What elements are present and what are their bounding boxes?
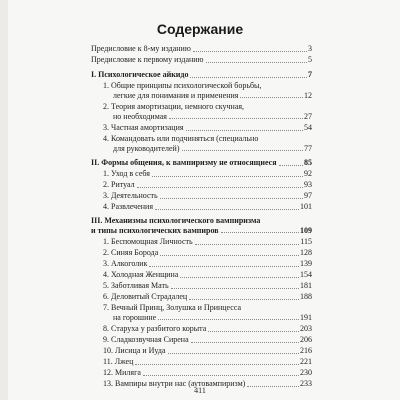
toc-entry (89, 169, 312, 179)
toc-entry-text: 5. Заботливая Мать (103, 281, 169, 290)
toc-page-number: 221 (300, 357, 312, 366)
toc-entry-text: Предисловие к первому изданию (91, 55, 204, 64)
toc-page-number: 27 (304, 111, 312, 121)
toc-entry-text: 4. Развлечения (103, 202, 153, 211)
toc-entry (89, 237, 312, 247)
dot-leader (160, 197, 303, 199)
toc-entry-text: Предисловие к 8-му изданию (91, 44, 191, 53)
toc-entry-text: и типы психологических вампиров (91, 225, 219, 235)
toc-entry-text: 4. Командовать или подчиняться (специально (103, 134, 259, 143)
toc-page-number: 191 (300, 312, 312, 322)
dot-leader (279, 164, 303, 166)
dot-leader (191, 341, 299, 343)
toc-page-number: 128 (300, 248, 312, 257)
toc-entry-text: 1. Общие принципы психологической борьбы, (103, 81, 262, 90)
page-title: Содержание (156, 21, 244, 37)
toc-entry-text: 8. Старуха у разбитого корыта (103, 324, 207, 333)
toc-entry (89, 180, 312, 190)
toc-page-number: 206 (300, 335, 312, 344)
toc-entry-text: 7. Вечный Принц, Золушка и Принцесса (103, 303, 242, 312)
toc-entry (89, 324, 312, 334)
toc-page-number: 92 (304, 169, 312, 178)
dot-leader (193, 50, 307, 52)
toc-entry (89, 292, 312, 302)
dot-leader (169, 117, 303, 119)
dot-leader (171, 287, 299, 289)
toc-page-number: 12 (304, 90, 312, 100)
toc-entry (89, 357, 312, 367)
dot-leader (155, 208, 299, 210)
page-number: 411 (194, 386, 206, 395)
toc-entry-text: III. Механизмы психологического вампиризма (91, 216, 261, 225)
toc-entry-text: II. Формы общения, к вампиризму не относящиеся (91, 158, 277, 167)
dot-leader (149, 265, 299, 267)
toc-entry-text: 2. Теория амортизации, немного скучная, (103, 102, 245, 111)
toc-entry-text: 2. Ритуал (103, 180, 135, 189)
toc-entry (89, 335, 312, 345)
toc-page-number: 85 (304, 158, 312, 167)
dot-leader (190, 76, 307, 78)
toc-page-number: 216 (300, 346, 312, 355)
dot-leader (180, 276, 299, 278)
dot-leader (158, 318, 299, 320)
toc-entry-text: для руководителей) (113, 143, 180, 153)
toc-page-number: 139 (300, 259, 312, 268)
toc-entry (89, 44, 312, 54)
toc-entry (89, 134, 312, 153)
toc-entry-text: 9. Сладкозвучная Сирена (103, 335, 189, 344)
toc-page-number: 203 (300, 324, 312, 333)
toc-page-number: 7 (308, 70, 312, 79)
toc-page-number: 115 (300, 237, 312, 246)
toc-entry-text: 11. Лжец (103, 357, 134, 366)
toc-entry (89, 81, 312, 100)
dot-leader (206, 61, 307, 63)
toc-entry (89, 259, 312, 269)
toc-entry (89, 191, 312, 201)
toc-page-number: 3 (308, 44, 312, 53)
dot-leader (195, 243, 300, 245)
toc-entry-text: на горошине (113, 312, 157, 322)
toc-entry-text: 1. Беспомощная Личность (103, 237, 193, 246)
toc-entry-text: 3. Частная амортизация (103, 123, 184, 132)
toc-entry (89, 123, 312, 133)
toc-entry (89, 303, 312, 322)
toc-chapter (89, 158, 312, 168)
dot-leader (182, 149, 304, 151)
toc-page-number: 93 (304, 180, 312, 189)
dot-leader (186, 129, 303, 131)
toc-entry-text: 1. Уход в себя (103, 169, 150, 178)
toc-page-number: 230 (300, 368, 312, 377)
toc-entry (89, 368, 312, 378)
dot-leader (137, 186, 303, 188)
dot-leader (189, 298, 299, 300)
dot-leader (240, 96, 303, 98)
toc-entry-text: 10. Лисица и Иуда (103, 346, 166, 355)
toc-page-number: 97 (304, 191, 312, 200)
toc-entry (89, 281, 312, 291)
dot-leader (143, 374, 299, 376)
toc-entry-text: I. Психологическое айкидо (91, 70, 189, 79)
toc-chapter (89, 216, 312, 235)
toc-page-number: 188 (300, 292, 312, 301)
toc-entry (89, 202, 312, 212)
toc-page-number: 154 (300, 270, 312, 279)
toc-page-number: 77 (304, 143, 312, 153)
dot-leader (168, 352, 299, 354)
toc-page-number: 109 (300, 225, 312, 235)
toc-entry-text: 3. Деятельность (103, 191, 158, 200)
toc-entry-text: 12. Миляга (103, 368, 141, 377)
toc-page-number: 5 (308, 55, 312, 64)
toc-entry-text: 6. Деловитый Страдалец (103, 292, 188, 301)
toc-entry-text: 13. Вампиры внутри нас (аутовампиризм) (103, 379, 246, 388)
toc-entry (89, 102, 312, 121)
toc-chapter (89, 70, 312, 80)
toc-entry-text: 2. Синяя Борода (103, 248, 159, 257)
dot-leader (221, 231, 299, 233)
toc-entry-text: 3. Алкоголик (103, 259, 148, 268)
toc-entry-text: но необходимая (113, 111, 167, 121)
toc-entry-text: легкие для понимания и применения (113, 90, 239, 100)
toc-page-number: 101 (300, 202, 312, 211)
toc-entry (89, 248, 312, 258)
toc-page-number: 233 (300, 379, 312, 388)
toc-entry (89, 55, 312, 65)
toc-page-number: 54 (304, 123, 312, 132)
toc-entry (89, 346, 312, 356)
dot-leader (152, 175, 303, 177)
page-gutter (0, 0, 8, 400)
dot-leader (160, 254, 299, 256)
toc-page-number: 181 (300, 281, 312, 290)
dot-leader (208, 330, 299, 332)
dot-leader (135, 363, 299, 365)
toc-entry-text: 4. Холодная Женщина (103, 270, 179, 279)
toc-entry (89, 270, 312, 280)
